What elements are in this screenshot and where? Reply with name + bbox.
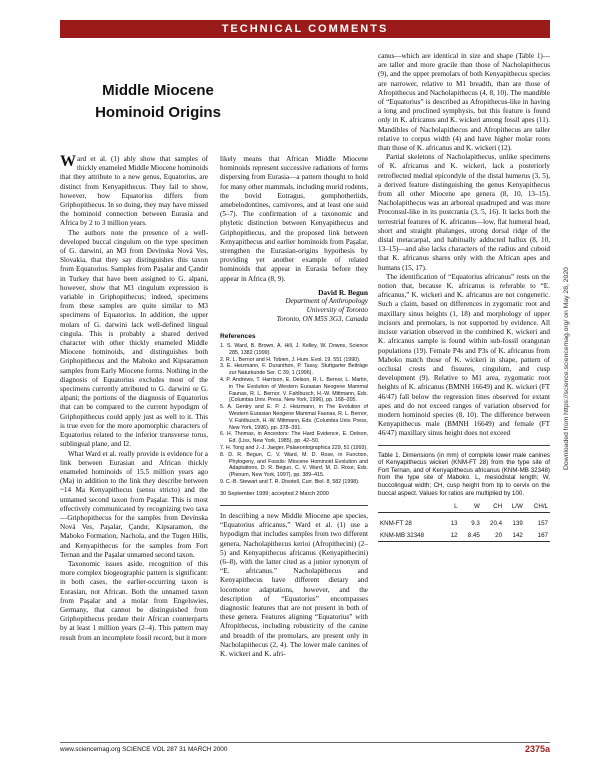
- page-number: 2375a: [524, 744, 550, 754]
- section-banner: TECHNICAL COMMENTS: [60, 20, 550, 38]
- table-header: L/W: [511, 503, 523, 511]
- table-cell: 13: [450, 520, 458, 528]
- table-cell: 167: [537, 531, 548, 539]
- footer-citation: www.sciencemag.org SCIENCE VOL 287 31 MARCH 2000: [60, 746, 228, 753]
- paragraph: canus—which are identical in size and shape (Table 1)—are taller and more gracile than those of Nacholapithecus (9), and the upper premolars of both Kenyapithecus species are narrower, relative to M1 breadth, than are those of Afropithecus and Nacholapithecus (4, 8, 10). The mandible of “Equatorius” is described as Afropithecus-like in having a long and proclined symphysis, but this feature is found only in K. africanus and K. wickeri among fossil apes (11). Mandibles of Nacholapithecus and Afropithecus are taller relative to corpus width (4) and have higher molar roots than those of K. africanus and K. wickeri (12).: [378, 52, 550, 153]
- table-header: [378, 501, 445, 513]
- reference-item: 5. A. Gentry and E. P. J. Heizmann, in The Evolution of Western Eurasian Neogene Mammal Faunas, R. L. Bernor, V. Fahlbusch, H.-W. Mittmann, Eds. (Columbia Univ. Press, New York, 1996), pp. 378–391.: [220, 404, 368, 431]
- table-cell: 139: [512, 520, 523, 528]
- divider: [220, 505, 368, 506]
- reference-item: 2. R. L. Bernor and H. Tobien, J. Hum. Evol. 19, 551 (1990).: [220, 356, 361, 363]
- paragraph: The identification of “Equatorius africanus” rests on the notion that, because K. africanus is referable to “E. africanus,” K. wickeri and K. africanus are not congeneric. Such a claim, based on differences in zygomatic root and maxillary sinus heights (1, 18) and morphology of upper incisors and premolars, is not supported by evidence. All incisor variation observed in the combined K. wickeri and K. africanus sample is found within sub-fossil orangutan populations (19). Female P4s and P3s of K. africanus from Maboko match those of K. wickeri in shape, pattern of occlusal crests and fissures, cingulum, and cusp development (9). Relative to M1 area, zygomatic root heights of K. africanus (BMNH 16649) and K. wickeri (FT 46/47) fall below the regression lines observed for extant apes and do not exceed ranges of variation observed for modern hominoid species (8, 10). The difference between Kenyapithecus male (BMNH 16649) and female (FT 46/47) maxillary sinus height does not exceed: [378, 272, 550, 438]
- author-affiliation: Department of Anthropology: [285, 296, 368, 305]
- table-row: [378, 513, 550, 530]
- author-name: David R. Begun: [318, 287, 368, 297]
- reference-item: 1. S. Ward, B. Brown, A. Hill, J. Kelley, W. Downs, Science 285, 1382 (1999).: [220, 343, 368, 356]
- table-cell: 142: [512, 531, 523, 539]
- table-header: W: [474, 503, 480, 511]
- table-cell: 157: [537, 520, 548, 528]
- paragraph: Taxonomic issues aside, recognition of this more complex biogeographic pattern is significant: in both cases, the earlier-occurring taxon is Eurasian, not African. Both the unnamed taxon from Paşalar and a molar from Engelswies, Germany, that cannot be distinguished from Griphopithecus predate their African counterparts by at least 1 million years (2–4). This pattern may result from an incomplete fossil record, but it more: [60, 559, 208, 642]
- table-cell: 20.4: [490, 520, 503, 528]
- download-watermark: Downloaded from https://science.sciencemag.org/ on May 28, 2020: [563, 267, 570, 470]
- reference-item: 3. E. Heizmann, F. Duranthon, P. Tassy, Stuttgarter Beiträge zur Naturkunde Ser. C 39, 1 (1996).: [220, 363, 368, 377]
- received-date: 30 September 1999; accepted 2 March 2000: [220, 490, 329, 497]
- author-affiliation: University of Toronto: [306, 305, 368, 314]
- paragraph: likely means that African Middle Miocene hominoids represent successive radiations of forms dispersing from Eurasia—a pattern thought to hold for many other mammals, including murid rodents, the bovid Eotragus, gomphotheriids, amebelodontines, carnivores, and at least one suid (5–7). The confirmation of a taxonomic and phyletic distinction between Kenyapithecus and Griphopithecus, and the proposed link between Kenyapithecus and earlier hominoids from Paşalar, strengthen the Eurasian-origins hypothesis by providing yet another example of related hominoids that appear in Eurasia before they appear in Africa (8, 9).: [220, 155, 368, 283]
- table-row: [378, 530, 550, 542]
- reference-item: 9. C.-B. Stewart and T. R. Disotell, Curr. Biol. 8, 582 (1998).: [220, 478, 360, 485]
- table-header: CH: [493, 503, 503, 511]
- table-header: L: [454, 503, 458, 511]
- author-address: Toronto, ON M5S 3G3, Canada: [276, 314, 368, 323]
- author-signature: [220, 288, 368, 324]
- table-cell: 20: [495, 531, 503, 539]
- table-cell: 12: [450, 531, 458, 539]
- table-header: CH/L: [533, 503, 548, 511]
- reference-item: 8. D. R. Begun, C. V. Ward, M. D. Rose, in Function, Phylogeny, and Fossils: Miocene Hominoid Evolution and Adaptations, D. R. Begun, C. V. Ward, M. D. Rose, Eds. (Plenum, New York, 1997), pp. 389–415.: [220, 451, 368, 479]
- page-footer: [60, 742, 550, 753]
- article-title: Middle Miocene Hominoid Origins: [95, 82, 221, 121]
- references-heading: References: [220, 332, 256, 340]
- paragraph: Ward et al. (1) ably show that samples of thickly enameled Middle Miocene hominoids that they attribute to a new genus, Equatorius, are distinct from Kenyapithecus. They fail to show, however, how Equatorius differs from Griphopithecus. In so doing, they may have missed the hominoid connection between Eurasia and Africa by 2 to 3 million years.: [60, 153, 208, 228]
- references-list: [220, 343, 368, 486]
- drop-cap: W: [60, 153, 76, 170]
- table-cell: KNM-FT 28: [380, 520, 412, 528]
- column-3: [378, 52, 550, 542]
- column-2: [220, 155, 368, 659]
- paragraph: The authors note the presence of a well-developed buccal cingulum on the type specimen of G. darwini, an M3 from Devínska Nová Ves, Slovakia, that they say distinguishes this taxon from Equatorius. Samples from Paşalar and Çandır in Turkey that have been assigned to G. alpani, however, show that M3 cingulum expression is variable in Griphopithecus; indeed, specimens from these samples are quite similar to M3 specimens of Equatorius. In addition, the upper molars of G. darwini lack well-defined lingual cingula. This is probably a shared derived character with other thickly enameled Middle Miocene hominoids, and distinguishes both Griphopithecus and the Maboko and Kipsaramon samples from Early Miocene forms. Nothing in the diagnosis of Equatorius excludes most of the specimens currently attributed to G. darwini or G. alpani; the portions of the diagnosis of Equatorius that can be compared to the current hypodigm of Griphopithecus could apply just as well to it. This is true even for the more apomorphic characters of Equatorius related to the inferior transverse torus, sublingual plane, and I2.: [60, 228, 208, 449]
- column-1: [60, 155, 208, 643]
- data-table: [378, 501, 550, 542]
- paragraph: What Ward et al. really provide is evidence for a link between Eurasian and African thickly enameled hominoids of 15.5 million years ago (Ma) in addition to the link they describe between ~14 Ma Kenyapithecus (sensu stricto) and the unnamed second taxon from Paşalar. This is most effectively communicated by recognizing two taxa—Griphopithecus for the samples from Devínska Nová Ves, Paşalar, Çandır, Kipsaramon, the Maboko Formation, Nachola, and the Tugen Hills, and Kenyapithecus for the samples from Fort Ternan and the Paşalar unnamed second taxon.: [60, 449, 208, 559]
- reference-item: 7. H. Tong and J.-J. Jaeger, Palaeontographica 229, 51 (1993).: [220, 445, 368, 451]
- paragraph: In describing a new Middle Miocene ape species, “Equatorius africanus,” Ward et al. (1) use a hypodigm that includes samples from two different genera, Nacholapithecus kerioi (Afropithecini) (2–5) and Kenyapithecus africanus (Kenyapithecini) (6–8), with the latter cited as a junior synonym of “E. africanus.” Nacholapithecus and Kenyapithecus have different dietary and locomotor adaptations, however, and the description of “Equatorius” encompasses diagnostic features that are not present in both of these genera. Features aligning “Equatorius” with Afropithecus, including robusticity of the canine and breadth of the premolars, are present only in Nacholapithecus (2, 4). The lower male canines of K. wickeri and K. afri-: [220, 511, 368, 659]
- table-cell: 8.45: [467, 531, 480, 539]
- reference-item: 6. H. Thomas, in Ancestors: The Hard Evidence, E. Delson, Ed. (Liss, New York, 1985), pp. 42–50.: [220, 431, 368, 445]
- divider: [378, 445, 550, 446]
- table-cell: KNM-MB 32348: [380, 531, 425, 539]
- table-cell: 9.3: [471, 520, 480, 528]
- table-caption: Table 1. Dimensions (in mm) of complete lower male canines of Kenyapithecus wickeri (KNM-FT 28) from the type site of Fort Ternan, and of Kenyapithecus africanus (KNM-MB 32348) from the type site of Maboko. L, mesiodistal length; W, buccolingual width; CH, cusp height from tip to cervix on the buccal aspect. Values for ratios are multiplied by 100.: [378, 451, 550, 497]
- paragraph: Partial skeletons of Nacholapithecus, unlike specimens of K. africanus and K. wickeri, lack a posteriorly retroflected medial epicondyle of the distal humerus (3, 5), a derived feature distinguishing the genus Kenyapithecus from all other Miocene ape genera (8, 10, 13–15). Nacholapithecus was an arboreal quadruped and was more Proconsul-like in its postcrania (3, 5, 16). It lacks both the terrestrial features of K. africanus—low, flat humeral head, short and straight phalanges, strong dorsal ridge of the distal metacarpal, and habitually adducted hallux (8, 10, 13–15)—and also lacks characters of the radius and cuboid that K. africanus shares only with the African apes and humans (15, 17).: [378, 153, 550, 272]
- table-header-row: [378, 501, 550, 513]
- reference-item: 4. P. Andrews, T. Harrison, E. Delson, R. L. Bernor, L. Martin, in The Evolution of Western Eurasian Neogene Mammal Faunas, R. L. Bernor, V. Fahlbusch, H.-W. Mittmann, Eds. (Columbia Univ. Press, New York, 1996), pp. 168–205.: [220, 377, 368, 404]
